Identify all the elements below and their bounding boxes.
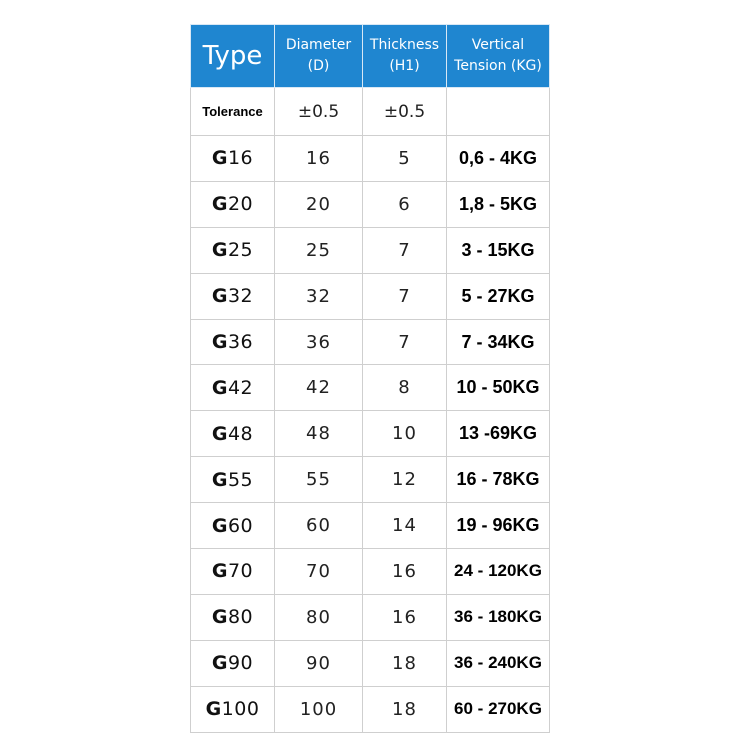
thickness-cell: 12 [363,457,447,503]
type-prefix: G [211,468,228,491]
table-row [191,319,550,365]
type-prefix: G [211,376,228,399]
header-thickness-line1: Thickness [369,37,440,53]
thickness-cell: 14 [363,503,447,549]
type-cell [191,457,275,503]
header-diameter-line2: (D) [307,58,330,74]
table-row [191,686,550,732]
header-row [191,25,550,88]
type-cell [191,503,275,549]
type-prefix: G [211,514,228,537]
type-number: 16 [227,147,254,170]
tolerance-tension [447,88,550,136]
type-number: 25 [227,239,254,262]
table-row [191,640,550,686]
diameter-cell: 42 [275,365,363,411]
diameter-cell: 70 [275,549,363,595]
type-number: 80 [227,606,254,629]
tension-cell: 0,6 - 4KG [447,136,550,182]
tension-cell: 3 - 15KG [447,227,550,273]
type-cell [191,365,275,411]
type-cell [191,411,275,457]
tension-cell: 10 - 50KG [447,365,550,411]
table-row [191,181,550,227]
header-tension [447,25,550,88]
table-row [191,136,550,182]
thickness-cell: 16 [363,594,447,640]
spec-table [190,24,550,733]
header-diameter [275,25,363,88]
table-row [191,457,550,503]
type-cell [191,594,275,640]
type-cell [191,686,275,732]
type-number: 36 [227,331,254,353]
diameter-cell: 20 [275,181,363,227]
diameter-cell: 90 [275,640,363,686]
header-tension-line1: Vertical [471,37,525,53]
diameter-cell: 60 [275,503,363,549]
diameter-cell: 100 [275,686,363,732]
type-cell [191,181,275,227]
table-row [191,227,550,273]
type-prefix: G [211,147,228,170]
tolerance-row [191,88,550,136]
tension-cell: 1,8 - 5KG [447,181,550,227]
type-prefix: G [211,193,228,216]
type-prefix: G [205,698,222,721]
type-number: 20 [227,193,254,216]
type-number: 48 [227,422,254,445]
header-tension-line2: Tension (KG) [454,58,542,74]
diameter-cell: 25 [275,227,363,273]
tension-cell: 36 - 180KG [447,594,550,640]
tension-cell: 5 - 27KG [447,273,550,319]
table-row [191,549,550,595]
header-type: Type [191,25,275,88]
thickness-cell: 7 [363,319,447,365]
tension-cell: 16 - 78KG [447,457,550,503]
tension-cell: 60 - 270KG [447,686,550,732]
diameter-cell: 32 [275,273,363,319]
header-thickness-line2: (H1) [389,58,420,74]
tolerance-label: Tolerance [191,88,275,136]
table-row [191,273,550,319]
thickness-cell: 7 [363,273,447,319]
tension-cell: 13 -69KG [447,411,550,457]
type-prefix: G [211,560,228,583]
table-row [191,503,550,549]
tension-cell: 19 - 96KG [447,503,550,549]
tolerance-thickness: ±0.5 [363,88,447,136]
type-number: 90 [227,652,254,675]
type-number: 55 [227,468,254,491]
type-prefix: G [211,652,228,675]
diameter-cell: 48 [275,411,363,457]
thickness-cell: 8 [363,365,447,411]
table-row [191,594,550,640]
table-header [191,25,550,88]
thickness-cell: 16 [363,549,447,595]
type-cell [191,273,275,319]
type-cell [191,227,275,273]
thickness-cell: 10 [363,411,447,457]
table-body [191,88,550,733]
type-prefix: G [211,422,228,445]
type-number: 70 [227,560,254,583]
type-prefix: G [211,331,228,353]
tolerance-diameter: ±0.5 [275,88,363,136]
type-number: 42 [227,376,254,399]
table-row [191,411,550,457]
header-diameter-line1: Diameter [285,37,352,53]
thickness-cell: 5 [363,136,447,182]
type-cell [191,319,275,365]
thickness-cell: 7 [363,227,447,273]
type-number: 100 [221,698,260,721]
diameter-cell: 16 [275,136,363,182]
type-number: 60 [227,514,254,537]
type-cell [191,136,275,182]
tension-cell: 7 - 34KG [447,319,550,365]
diameter-cell: 55 [275,457,363,503]
type-prefix: G [211,606,228,629]
thickness-cell: 6 [363,181,447,227]
tension-cell: 24 - 120KG [447,549,550,595]
table-row [191,365,550,411]
tension-cell: 36 - 240KG [447,640,550,686]
header-thickness [363,25,447,88]
thickness-cell: 18 [363,640,447,686]
type-cell [191,549,275,595]
diameter-cell: 36 [275,319,363,365]
type-prefix: G [211,239,228,262]
type-cell [191,640,275,686]
type-number: 32 [227,285,254,308]
type-prefix: G [211,285,228,308]
thickness-cell: 18 [363,686,447,732]
diameter-cell: 80 [275,594,363,640]
